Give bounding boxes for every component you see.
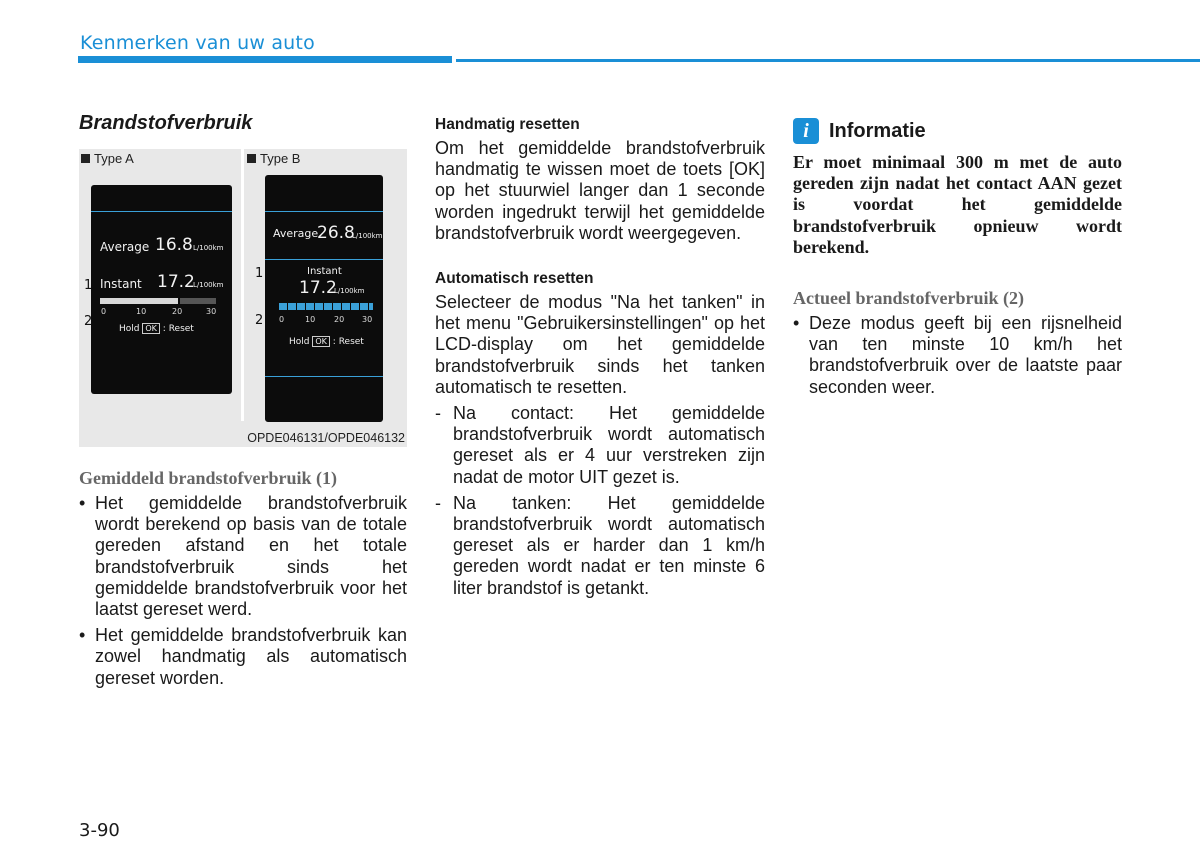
header-rule-thick xyxy=(78,56,452,63)
average-value: 26.8 xyxy=(317,223,355,243)
bar-tick: 0 xyxy=(279,315,285,324)
consumption-bar-track xyxy=(180,298,216,304)
info-box-header xyxy=(793,118,1122,144)
instant-label: Instant xyxy=(307,266,342,277)
instant-unit: L/100km xyxy=(193,281,224,289)
display-line xyxy=(265,259,383,260)
bar-tick: 30 xyxy=(206,307,217,316)
current-consumption-heading: Actueel brandstofverbruik (2) xyxy=(793,288,1024,309)
display-line xyxy=(265,211,383,212)
display-line xyxy=(265,376,383,377)
bar-tick: 10 xyxy=(305,315,316,324)
type-b-label: Type B xyxy=(247,151,300,166)
hold-reset-hint: Hold OK : Reset xyxy=(119,324,194,334)
display-type-a xyxy=(91,185,232,394)
average-unit: L/100km xyxy=(193,244,224,252)
list-item: • Het gemiddelde brandstofverbruik wordt berekend op basis van de totale gereden afstand en het totale brandstofverbruik sinds het gemiddelde brandstofverbruik voor het laatst gereset werd. xyxy=(79,493,407,620)
info-text: Er moet minimaal 300 m met de auto gereden zijn nadat het contact AAN gezet is voordat het gemiddelde brandstofverbruik opnieuw wordt berekend. xyxy=(793,152,1122,257)
average-unit: L/100km xyxy=(352,232,383,240)
average-label: Average xyxy=(273,227,319,240)
figure-divider xyxy=(241,149,244,421)
hold-reset-hint: Hold OK : Reset xyxy=(289,337,364,347)
instant-value: 17.2 xyxy=(157,272,195,292)
average-label: Average xyxy=(100,240,150,254)
bar-tick: 10 xyxy=(136,307,147,316)
display-type-b xyxy=(265,175,383,422)
list-item: - Na contact: Het gemiddelde brandstofverbruik wordt automatisch gereset als er 4 uur verstreken zijn nadat de motor UIT gezet is. xyxy=(435,403,765,487)
info-title: Informatie xyxy=(829,119,926,142)
section-heading: Brandstofverbruik xyxy=(79,112,253,134)
manual-reset-heading: Handmatig resetten xyxy=(435,116,580,133)
bar-tick: 30 xyxy=(362,315,373,324)
average-value: 16.8 xyxy=(155,235,193,255)
page-number: 3-90 xyxy=(79,820,120,841)
figure-fuel-display xyxy=(79,149,407,447)
column-left xyxy=(79,112,407,689)
figure-caption: OPDE046131/OPDE046132 xyxy=(247,431,405,445)
instant-unit: L/100km xyxy=(334,287,365,295)
auto-reset-heading: Automatisch resetten xyxy=(435,270,594,288)
header-rule-thin xyxy=(456,59,1200,62)
square-bullet-icon xyxy=(81,154,90,163)
instant-value: 17.2 xyxy=(299,278,337,298)
callout-2-marker: 2 xyxy=(84,314,93,329)
column-right xyxy=(793,118,1122,398)
list-item: - Na tanken: Het gemiddelde brandstofverbruik wordt automatisch gereset als er harder dan 1 km/h gereden wordt nadat er ten minste 6 liter brandstof is getankt. xyxy=(435,492,765,598)
list-item: • Deze modus geeft bij een rijsnelheid van ten minste 10 km/h het brandstofverbruik over de laatste paar seconden weer. xyxy=(793,313,1122,397)
callout-1-marker: 1 xyxy=(84,278,93,293)
info-icon: i xyxy=(793,118,819,144)
instant-label: Instant xyxy=(100,277,142,291)
callout-1-marker: 1 xyxy=(255,266,264,281)
consumption-bar xyxy=(279,303,373,310)
bar-tick: 20 xyxy=(334,315,345,324)
type-a-label: Type A xyxy=(81,151,134,166)
column-middle xyxy=(435,116,765,599)
bar-tick: 0 xyxy=(101,307,107,316)
chapter-title: Kenmerken van uw auto xyxy=(80,32,315,54)
display-line xyxy=(91,211,232,212)
list-item: • Het gemiddelde brandstofverbruik kan zowel handmatig als automatisch gereset worden. xyxy=(79,625,407,688)
auto-reset-text: Selecteer de modus "Na het tanken" in het menu "Gebruikersinstellingen" op het LCD-display om het gemiddelde brandstofverbruik sinds het tanken automatisch te resetten. xyxy=(435,292,765,397)
bar-tick: 20 xyxy=(172,307,183,316)
consumption-bar-fill xyxy=(100,298,178,304)
callout-2-marker: 2 xyxy=(255,313,264,328)
average-consumption-heading: Gemiddeld brandstofverbruik (1) xyxy=(79,468,338,488)
manual-reset-text: Om het gemiddelde brandstofverbruik handmatig te wissen moet de toets [OK] op het stuurwiel langer dan 1 seconde worden ingedrukt terwijl het gemiddelde brandstofverbruik wordt weergegeven. xyxy=(435,138,765,243)
square-bullet-icon xyxy=(247,154,256,163)
